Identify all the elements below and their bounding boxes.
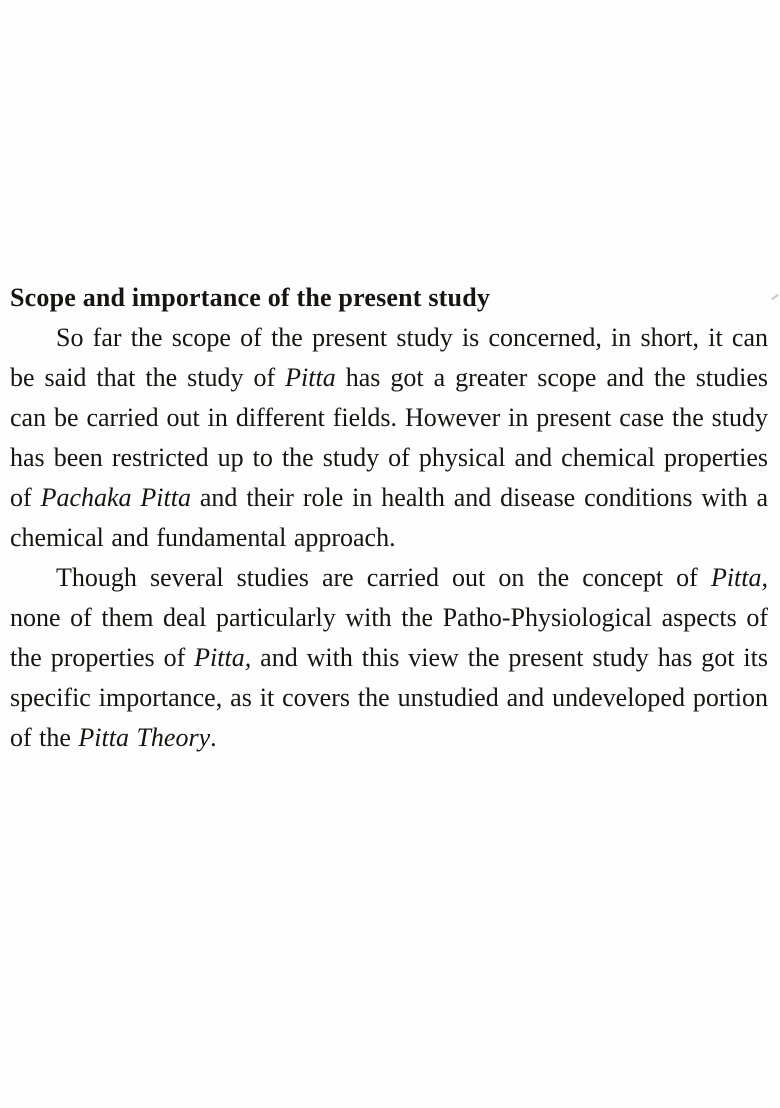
text-run: and with this view the present study has got its specific importance, as it covers the unstudied and undeveloped portion of the	[10, 643, 768, 752]
text-run: none of them deal particularly with the Patho-Physiological aspects of the properties of	[10, 603, 768, 672]
italic-term: Pitta,	[710, 563, 768, 592]
italic-term: Pachaka Pitta	[40, 483, 191, 512]
italic-term: Pitta,	[194, 643, 252, 672]
section-heading: Scope and importance of the present study	[10, 283, 491, 312]
text-run: has got a greater scope and the studies can be carried out in different fields. However in present case the study has been restricted up to the study of physical and chemical properties of	[10, 363, 768, 512]
scan-artifact	[771, 294, 779, 300]
italic-term: Pitta Theory	[78, 723, 211, 752]
paragraph-scope	[10, 318, 768, 558]
text-run: and their role in health and disease conditions with a chemical and fundamental approach.	[10, 483, 769, 552]
paragraph-importance	[10, 558, 768, 758]
italic-term: Pitta	[285, 363, 336, 392]
text-run: So far the scope of the present study is concerned, in short, it can be said that the study of	[10, 323, 768, 392]
scanned-page-text-block	[10, 278, 768, 758]
text-run: .	[210, 723, 217, 752]
text-run: Though several studies are carried out on the concept of	[56, 563, 711, 592]
